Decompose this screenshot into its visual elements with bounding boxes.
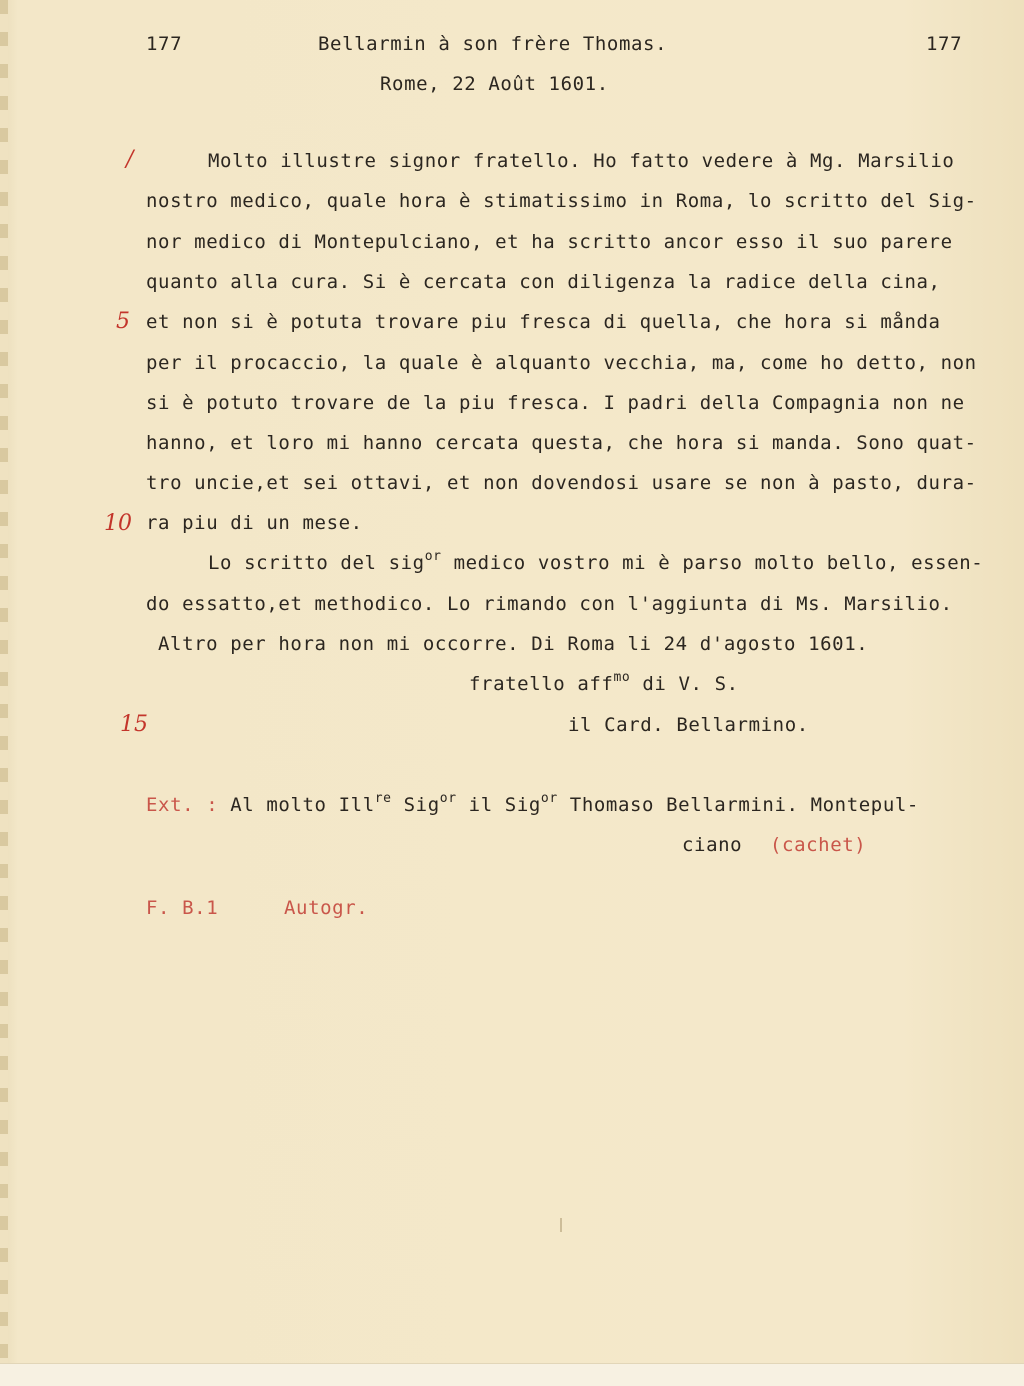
address-continuation: ciano: [682, 834, 743, 856]
scan-border: [0, 1363, 1024, 1386]
superscript: or: [439, 790, 457, 806]
archive-reference: F. B.1: [146, 897, 219, 919]
body-line: quanto alla cura. Si è cercata con diligenza la radice della cina,: [146, 271, 941, 293]
dateline: Rome, 22 Août 1601.: [380, 73, 609, 95]
superscript: re: [374, 790, 392, 806]
body-line: et non si è potuta trovare piu fresca di quella, che hora si månda: [146, 311, 941, 333]
text-run: di V. S.: [630, 673, 739, 695]
body-line: do essatto,et methodico. Lo rimando con l'aggiunta di Ms. Marsilio.: [146, 593, 953, 615]
body-line: per il procaccio, la quale è alquanto vecchia, ma, come ho detto, non: [146, 352, 977, 374]
address-line: [146, 790, 919, 817]
body-line: nostro medico, quale hora è stimatissimo in Roma, lo scritto del Sig-: [146, 190, 977, 212]
body-line: [208, 548, 984, 575]
signature-line: il Card. Bellarmino.: [568, 714, 809, 736]
document-type: Autogr.: [284, 897, 369, 919]
margin-number-10: 10: [104, 511, 132, 536]
text-run: Thomaso Bellarmini. Montepul-: [557, 794, 919, 816]
body-line: ra piu di un mese.: [146, 512, 363, 534]
superscript: or: [424, 548, 442, 564]
address-label: Ext. :: [146, 794, 219, 816]
seal-note: (cachet): [770, 834, 867, 856]
text-run: fratello aff: [469, 673, 614, 695]
paper-mark: [560, 1218, 562, 1232]
body-line: nor medico di Montepulciano, et ha scritto ancor esso il suo parere: [146, 231, 953, 253]
closing-line: [469, 669, 739, 696]
margin-number-5: 5: [116, 309, 130, 334]
text-run: Sig: [391, 794, 440, 816]
text-run: il Sig: [456, 794, 541, 816]
superscript: mo: [613, 669, 631, 685]
letter-title: Bellarmin à son frère Thomas.: [318, 33, 668, 55]
page-edge: [0, 0, 8, 1386]
page-number-right: 177: [926, 33, 963, 55]
body-line: Altro per hora non mi occorre. Di Roma li 24 d'agosto 1601.: [158, 633, 869, 655]
superscript: or: [540, 790, 558, 806]
body-line: hanno, et loro mi hanno cercata questa, che hora si manda. Sono quat-: [146, 432, 977, 454]
text-run: Lo scritto del sig: [208, 552, 425, 574]
body-line: Molto illustre signor fratello. Ho fatto vedere à Mg. Marsilio: [208, 150, 955, 172]
body-line: si è potuto trovare de la piu fresca. I padri della Compagnia non ne: [146, 392, 965, 414]
margin-number-15: 15: [120, 712, 148, 737]
body-line: tro uncie,et sei ottavi, et non dovendosi usare se non à pasto, dura-: [146, 472, 977, 494]
page-number-left: 177: [146, 33, 183, 55]
margin-number-1: /: [126, 147, 134, 172]
text-run: Al molto Ill: [218, 794, 375, 816]
text-run: medico vostro mi è parso molto bello, essen-: [441, 552, 984, 574]
